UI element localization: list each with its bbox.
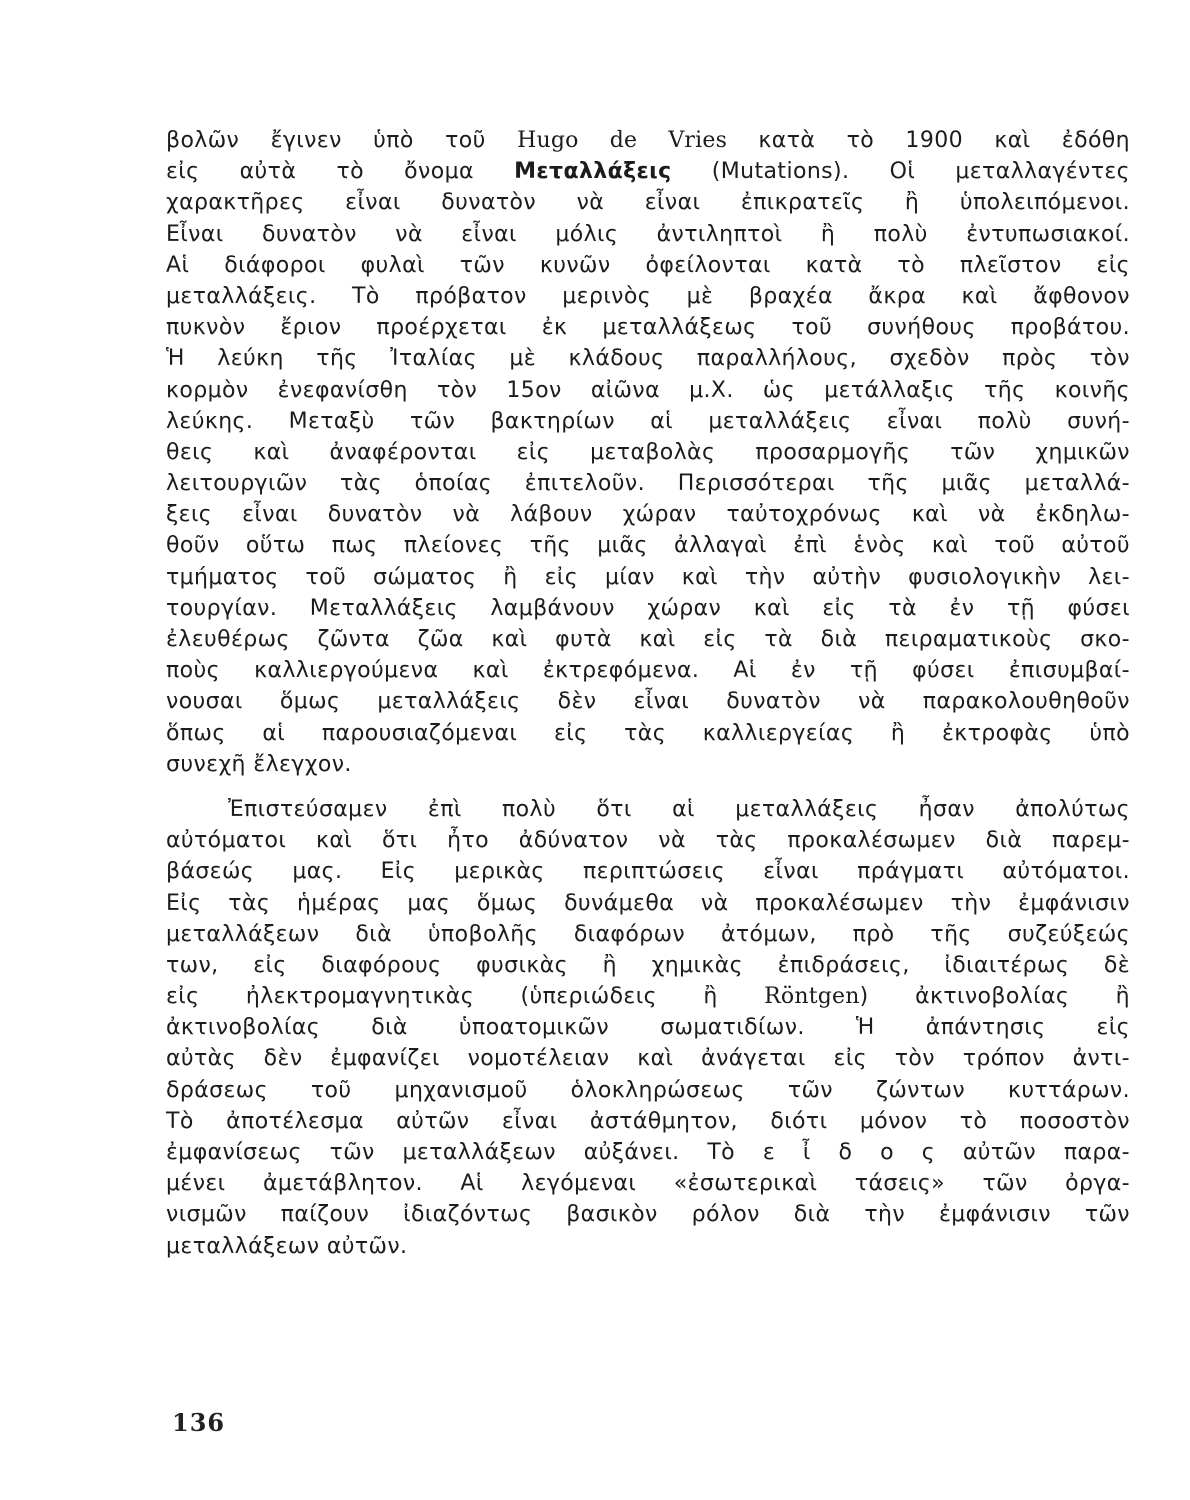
text-line: ποὺς καλλιεργούμενα καὶ ἐκτρεφόμενα. Αἱ ἐν τῇ φύσει ἐπισυμβαί- xyxy=(166,658,1130,684)
spaced-emphasis: ε ἶ δ ο ς xyxy=(762,1140,936,1165)
text-line: λειτουργιῶν τὰς ὁποίας ἐπιτελοῦν. Περισσότεραι τῆς μιᾶς μεταλλά- xyxy=(166,471,1130,497)
text-line: δράσεως τοῦ μηχανισμοῦ ὁλοκληρώσεως τῶν ζώντων κυττάρων. xyxy=(166,1077,1130,1103)
text-line: συνεχῆ ἔλεγχον. xyxy=(166,751,352,777)
text-line: τμήματος τοῦ σώματος ἢ εἰς μίαν καὶ τὴν αὐτὴν φυσιολογικὴν λει- xyxy=(166,564,1130,590)
text-line: μεταλλάξεων διὰ ὑποβολῆς διαφόρων ἀτόμων, πρὸ τῆς συζεύξεώς xyxy=(166,921,1130,947)
text-line: Εἰς τὰς ἡμέρας μας ὅμως δυνάμεθα νὰ προκαλέσωμεν τὴν ἐμφάνισιν xyxy=(166,890,1130,916)
text-line: εἰς ἠλεκτρομαγνητικὰς (ὑπεριώδεις ἢ Röntgen) ἀκτινοβολίας ἢ xyxy=(166,984,1130,1010)
text-line: Ἐπιστεύσαμεν ἐπὶ πολὺ ὅτι αἱ μεταλλάξεις ἦσαν ἀπολύτως xyxy=(228,796,1130,822)
text-line: ἀκτινοβολίας διὰ ὑποατομικῶν σωματιδίων. Ἡ ἀπάντησις εἰς xyxy=(166,1015,1130,1041)
text-line: πυκνὸν ἔριον προέρχεται ἐκ μεταλλάξεως τοῦ συνήθους προβάτου. xyxy=(166,315,1130,341)
text-line: μένει ἀμετάβλητον. Αἱ λεγόμεναι «ἐσωτερικαὶ τάσεις» τῶν ὀργα- xyxy=(166,1171,1130,1197)
text-line: βάσεώς μας. Εἰς μερικὰς περιπτώσεις εἶναι πράγματι αὐτόματοι. xyxy=(166,859,1130,885)
text-line: νουσαι ὅμως μεταλλάξεις δὲν εἶναι δυνατὸν νὰ παρακολουθηθοῦν xyxy=(166,689,1130,715)
text-line: των, εἰς διαφόρους φυσικὰς ἢ χημικὰς ἐπιδράσεις, ἰδιαιτέρως δὲ xyxy=(166,952,1130,978)
text-line: Ἡ λεύκη τῆς Ἰταλίας μὲ κλάδους παραλλήλους, σχεδὸν πρὸς τὸν xyxy=(166,346,1130,372)
body-text xyxy=(166,125,1130,1262)
text-line: εἰς αὐτὰ τὸ ὄνομα Μεταλλάξεις (Mutations). Οἱ μεταλλαγέντες xyxy=(166,159,1130,185)
text-line: ὅπως αἱ παρουσιαζόμεναι εἰς τὰς καλλιεργείας ἢ ἐκτροφὰς ὑπὸ xyxy=(166,720,1130,746)
text-line: κορμὸν ἐνεφανίσθη τὸν 15ον αἰῶνα μ.Χ. ὡς μετάλλαξις τῆς κοινῆς xyxy=(166,377,1130,403)
text-line: ξεις εἶναι δυνατὸν νὰ λάβουν χώραν ταὐτοχρόνως καὶ νὰ ἐκδηλω- xyxy=(166,502,1130,528)
text-line: αὐτόματοι καὶ ὅτι ἦτο ἀδύνατον νὰ τὰς προκαλέσωμεν διὰ παρεμ- xyxy=(166,828,1130,854)
text-line: τουργίαν. Μεταλλάξεις λαμβάνουν χώραν καὶ εἰς τὰ ἐν τῇ φύσει xyxy=(166,595,1130,621)
text-line: Αἱ διάφοροι φυλαὶ τῶν κυνῶν ὀφείλονται κατὰ τὸ πλεῖστον εἰς xyxy=(166,252,1130,278)
page-number: 136 xyxy=(172,1408,226,1437)
text-line: θοῦν οὕτω πως πλείονες τῆς μιᾶς ἀλλαγαὶ ἐπὶ ἑνὸς καὶ τοῦ αὐτοῦ xyxy=(166,533,1130,559)
paragraph-gap xyxy=(166,780,1130,794)
text-line: λεύκης. Μεταξὺ τῶν βακτηρίων αἱ μεταλλάξεις εἶναι πολὺ συνή- xyxy=(166,408,1130,434)
text-line: μεταλλάξεων αὐτῶν. xyxy=(166,1233,408,1259)
text-line: θεις καὶ ἀναφέρονται εἰς μεταβολὰς προσαρμογῆς τῶν χημικῶν xyxy=(166,439,1130,465)
text-line: Τὸ ἀποτέλεσμα αὐτῶν εἶναι ἀστάθμητον, διότι μόνον τὸ ποσοστὸν xyxy=(166,1108,1130,1134)
term-mutations-bold: Μεταλλάξεις xyxy=(514,159,672,185)
text-line: βολῶν ἔγινεν ὑπὸ τοῦ Hugo de Vries κατὰ τὸ 1900 καὶ ἐδόθη xyxy=(166,128,1131,153)
text-line: μεταλλάξεις. Τὸ πρόβατον μερινὸς μὲ βραχέα ἄκρα καὶ ἄφθονον xyxy=(166,283,1130,309)
text-line: ἐλευθέρως ζῶντα ζῶα καὶ φυτὰ καὶ εἰς τὰ διὰ πειραματικοὺς σκο- xyxy=(166,627,1130,652)
text-line: νισμῶν παίζουν ἰδιαζόντως βασικὸν ρόλον διὰ τὴν ἐμφάνισιν τῶν xyxy=(166,1202,1130,1228)
text-line: Εἶναι δυνατὸν νὰ εἶναι μόλις ἀντιληπτοὶ ἢ πολὺ ἐντυπωσιακοί. xyxy=(166,221,1130,247)
text-line: ἐμφανίσεως τῶν μεταλλάξεων αὐξάνει. Τὸ ε ἶ δ ο ς αὐτῶν παρα- xyxy=(166,1140,1130,1165)
text-line: αὐτὰς δὲν ἐμφανίζει νομοτέλειαν καὶ ἀνάγεται εἰς τὸν τρόπον ἀντι- xyxy=(166,1046,1130,1072)
text-line: χαρακτῆρες εἶναι δυνατὸν νὰ εἶναι ἐπικρατεῖς ἢ ὑπολειπόμενοι. xyxy=(166,190,1130,216)
